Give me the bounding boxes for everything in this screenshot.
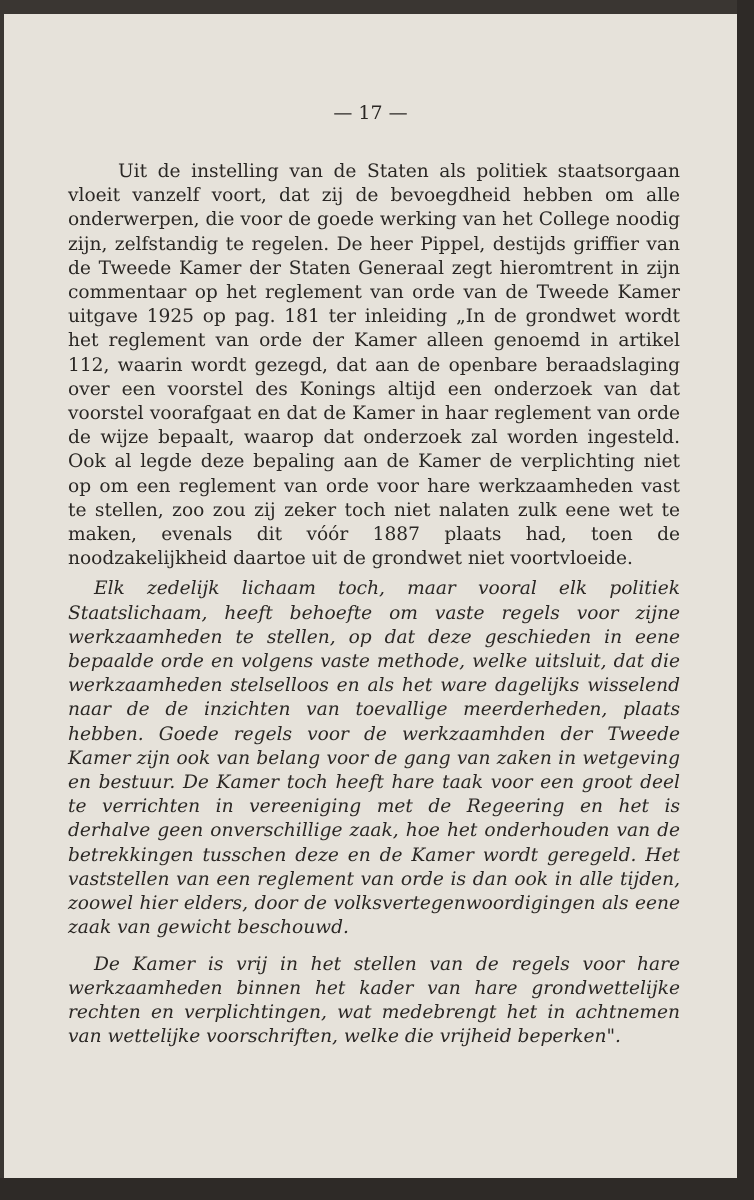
- scan-border-bottom: [0, 1178, 754, 1200]
- document-page: [4, 14, 737, 1178]
- page-number: — 17 —: [333, 102, 408, 124]
- scan-border-right: [737, 0, 754, 1200]
- paragraph-1: Uit de instelling van de Staten als politiek staatsorgaan vloeit vanzelf voort, dat zij de bevoegdheid hebben om alle onderwerpen, die voor de goede werking van het College noodig zijn, zelfstandig te regelen. De heer Pippel, destijds griffier van de Tweede Kamer der Staten Generaal zegt hieromtrent in zijn commentaar op het reglement van orde van de Tweede Kamer uitgave 1925 op pag. 181 ter inleiding „In de grondwet wordt het reglement van orde der Kamer alleen genoemd in artikel 112, waarin wordt gezegd, dat aan de openbare beraadslaging over een voorstel des Konings altijd een onderzoek van dat voorstel voorafgaat en dat de Kamer in haar reglement van orde de wijze bepaalt, waarop dat onderzoek zal worden ingesteld. Ook al legde deze bepaling aan de Kamer de verplichting niet op om een reglement van orde voor hare werkzaamheden vast te stellen, zoo zou zij zeker toch niet nalaten zulk eene wet te maken, evenals dit vóór 1887 plaats had, toen de noodzakelijkheid daartoe uit de grondwet niet voortvloeide.: [68, 161, 680, 570]
- paragraph-2: Elk zedelijk lichaam toch, maar vooral elk politiek Staatslichaam, heeft behoefte om vaste regels voor zijne werkzaamheden te stellen, op dat deze geschieden in eene bepaalde orde en volgens vaste methode, welke uitsluit, dat die werkzaamheden stelselloos en als het ware dagelijks wisselend naar de de inzichten van toevallige meerderheden, plaats hebben. Goede regels voor de werkzaamhden der Tweede Kamer zijn ook van belang voor de gang van zaken in wetgeving en bestuur. De Kamer toch heeft hare taak voor een groot deel te verrichten in vereeniging met de Regeering en het is derhalve geen onverschillige zaak, hoe het onderhouden van de betrekkingen tusschen deze en de Kamer wordt geregeld. Het vaststellen van een reglement van orde is dan ook in alle tijden, zoowel hier elders, door de volksvertegenwoordigingen als eene zaak van gewicht beschouwd.: [68, 578, 680, 939]
- body-text: [68, 160, 680, 1049]
- paragraph-3: De Kamer is vrij in het stellen van de regels voor hare werkzaamheden binnen het kader van hare grondwettelijke rechten en verplichtingen, wat medebrengt het in achtnemen van wettelijke voorschriften, welke die vrijheid beperken".: [68, 953, 680, 1048]
